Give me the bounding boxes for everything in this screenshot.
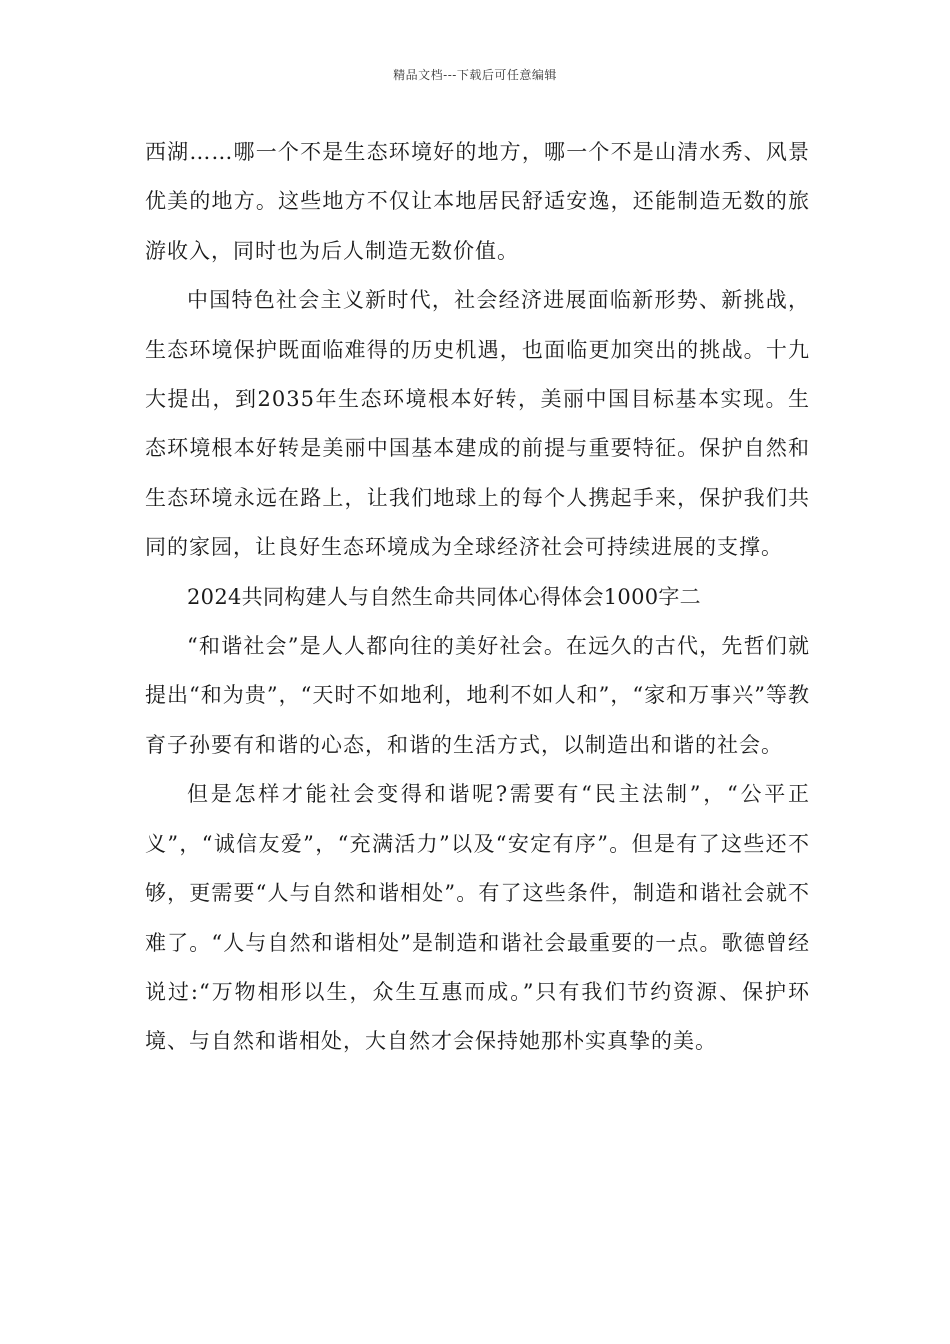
paragraph: 但是怎样才能社会变得和谐呢?需要有“民主法制”，“公平正义”，“诚信友爱”，“充满活力”以及“安定有序”。但是有了这些还不够，更需要“人与自然和谐相处”。有了这些条件，制造和谐社会就不难了。“人与自然和谐相处”是制造和谐社会最重要的一点。歌德曾经说过:“万物相形以生，众生互惠而成。”只有我们节约资源、保护环境、与自然和谐相处，大自然才会保持她那朴实真挚的美。 — [145, 782, 810, 1054]
document-body — [145, 128, 810, 1067]
paragraph-continued: 西湖……哪一个不是生态环境好的地方，哪一个不是山清水秀、风景优美的地方。这些地方不仅让本地居民舒适安逸，还能制造无数的旅游收入，同时也为后人制造无数价值。 — [145, 140, 810, 263]
paragraph: “和谐社会”是人人都向往的美好社会。在远久的古代，先哲们就提出“和为贵”，“天时不如地利，地利不如人和”，“家和万事兴”等教育子孙要有和谐的心态，和谐的生活方式，以制造出和谐的社会。 — [145, 634, 810, 757]
page-header: 精品文档---下载后可任意编辑 — [393, 68, 557, 82]
paragraph: 中国特色社会主义新时代，社会经济进展面临新形势、新挑战，生态环境保护既面临难得的历史机遇，也面临更加突出的挑战。十九大提出，到2035年生态环境根本好转，美丽中国目标基本实现。生态环境根本好转是美丽中国基本建成的前提与重要特征。保护自然和生态环境永远在路上，让我们地球上的每个人携起手来，保护我们共同的家园，让良好生态环境成为全球经济社会可持续进展的支撑。 — [145, 288, 810, 560]
section-heading: 2024共同构建人与自然生命共同体心得体会1000字二 — [187, 584, 701, 609]
